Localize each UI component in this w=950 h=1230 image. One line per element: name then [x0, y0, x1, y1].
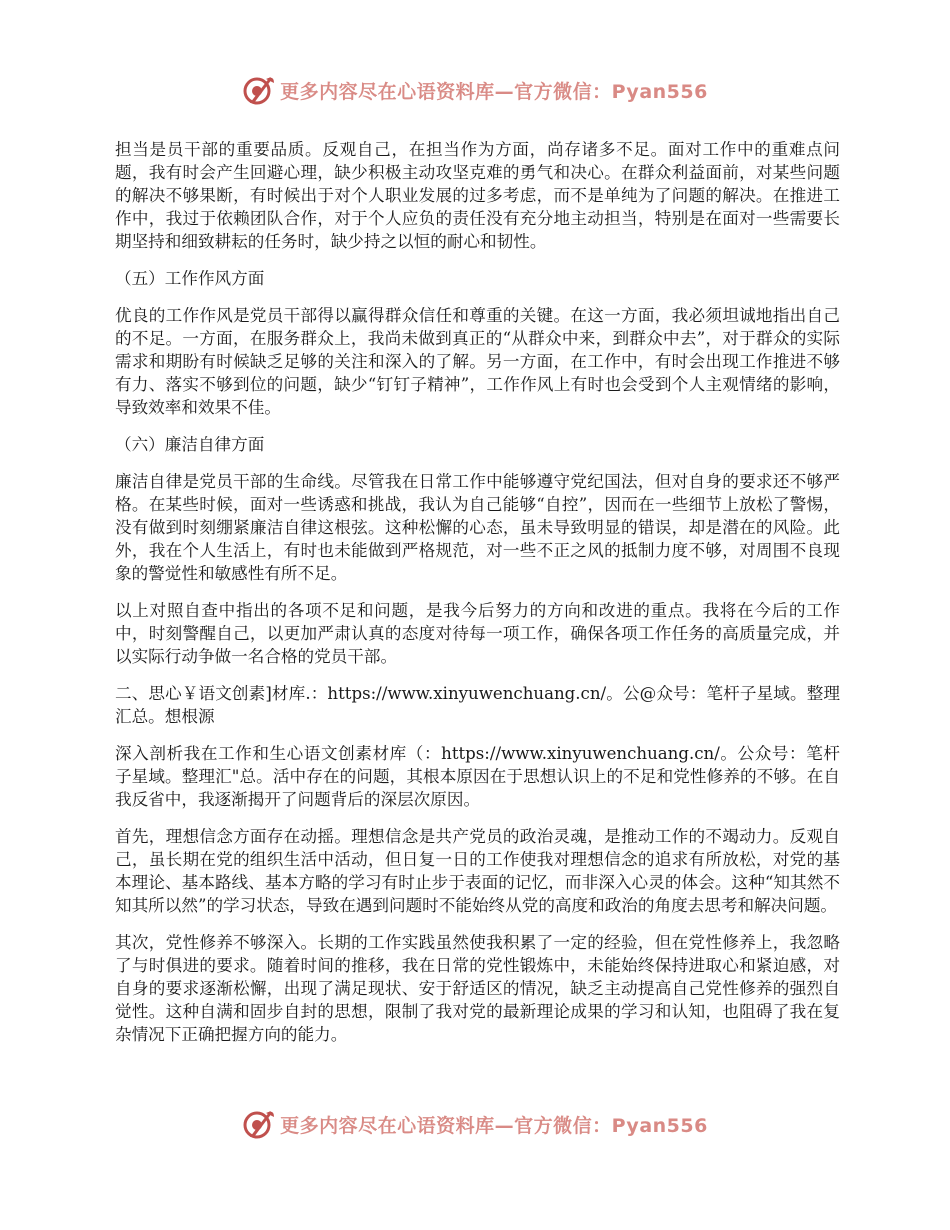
document-body — [115, 138, 840, 1060]
paragraph: 以上对照自查中指出的各项不足和问题，是我今后努力的方向和改进的重点。我将在今后的工作中，时刻警醒自己，以更加严肃认真的态度对待每一项工作，确保各项工作任务的高质量完成，并以实际行动争做一名合格的党员干部。 — [115, 601, 840, 666]
paragraph: 担当是员干部的重要品质。反观自己，在担当作为方面，尚存诸多不足。面对工作中的重难点问题，我有时会产生回避心理，缺少积极主动攻坚克难的勇气和决心。在群众利益面前，对某些问题的解决不够果断，有时候出于对个人职业发展的过多考虑，而不是单纯为了问题的解决。在推进工作中，我过于依赖团队合作，对于个人应负的责任没有充分地主动担当，特别是在面对一些需要长期坚持和细致耕耘的任务时，缺少持之以恒的耐心和韧性。 — [115, 140, 840, 251]
paragraph: 首先，理想信念方面存在动摇。理想信念是共产党员的政治灵魂，是推动工作的不竭动力。反观自己，虽长期在党的组织生活中活动，但日复一日的工作使我对理想信念的追求有所放松，对党的基本理论、基本路线、基本方略的学习有时止步于表面的记忆，而非深入心灵的体会。这种“知其然不知其所以然”的学习状态，导致在遇到问题时不能始终从党的高度和政治的角度去思考和解决问题。 — [115, 827, 840, 915]
paragraph: 优良的工作作风是党员干部得以赢得群众信任和尊重的关键。在这一方面，我必须坦诚地指出自己的不足。一方面，在服务群众上，我尚未做到真正的“从群众中来，到群众中去”，对于群众的实际需求和期盼有时候缺乏足够的关注和深入的了解。另一方面，在工作中，有时会出现工作推进不够有力、落实不够到位的问题，缺少“钉钉子精神”，工作作风上有时也会受到个人主观情绪的影响，导致效率和效果不佳。 — [115, 306, 840, 417]
banner-text: 更多内容尽在心语资料库—官方微信：Pyan556 — [280, 1114, 708, 1137]
section-heading: （六）廉洁自律方面 — [115, 435, 265, 454]
paragraph: 廉洁自律是党员干部的生命线。尽管我在日常工作中能够遵守党纪国法，但对自身的要求还不够严格。在某些时候，面对一些诱惑和挑战，我认为自己能够“自控”，因而在一些细节上放松了警惕，没有做到时刻绷紧廉洁自律这根弦。这种松懈的心态，虽未导致明显的错误，却是潜在的风险。此外，我在个人生活上，有时也未能做到严格规范，对一些不正之风的抵制力度不够，对周围不良现象的警觉性和敏感性有所不足。 — [115, 472, 840, 583]
footer-banner — [0, 1104, 950, 1144]
paragraph: 深入剖析我在工作和生心语文创素材库（：https://www.xinyuwenchuang.cn/。公众号：笔杆子星域。整理汇"总。活中存在的问题，其根本原因在于思想认识上的不足和党性修养的不够。在自我反省中，我逐渐揭开了问题背后的深层次原因。 — [115, 744, 840, 809]
section-heading: 二、思心￥语文创素]材库.：https://www.xinyuwenchuang.cn/。公@众号：笔杆子星域。整理汇总。想根源 — [115, 684, 840, 726]
section-heading: （五）工作作风方面 — [115, 269, 265, 288]
quill-pen-logo-icon — [242, 1107, 276, 1141]
quill-pen-logo-icon — [242, 73, 276, 107]
header-banner — [0, 70, 950, 110]
banner-text: 更多内容尽在心语资料库—官方微信：Pyan556 — [280, 80, 708, 103]
paragraph: 其次，党性修养不够深入。长期的工作实践虽然使我积累了一定的经验，但在党性修养上，我忽略了与时俱进的要求。随着时间的推移，我在日常的党性锻炼中，未能始终保持进取心和紧迫感，对自身的要求逐渐松懈，出现了满足现状、安于舒适区的情况，缺乏主动提高自己党性修养的强烈自觉性。这种自满和固步自封的思想，限制了我对党的最新理论成果的学习和认知，也阻碍了我在复杂情况下正确把握方向的能力。 — [115, 933, 840, 1044]
